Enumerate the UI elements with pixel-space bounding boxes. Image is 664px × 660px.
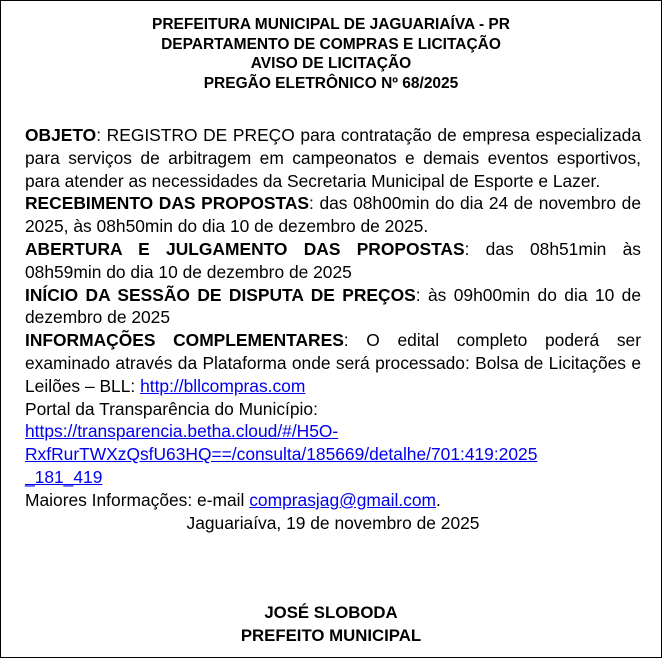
portal-link-line-2[interactable]: RxfRurTWXzQsfU63HQ==/consulta/185669/detalhe/701:419:2025 [25, 444, 538, 465]
recebimento-paragraph [25, 192, 641, 238]
recebimento-text: : das 08h00min do dia 24 de novembro de 2025, às 08h50min do dia 10 de dezembro de 2025. [25, 193, 641, 237]
informacoes-paragraph [25, 329, 641, 397]
informacoes-text: : O edital completo poderá ser examinado através da Plataforma onde será processado: Bolsa de Licitações e Leilões – BLL: [25, 330, 641, 396]
portal-link-line-3[interactable]: _181_419 [25, 466, 103, 487]
informacoes-label: INFORMAÇÕES COMPLEMENTARES [25, 330, 344, 351]
inicio-label: INÍCIO DA SESSÃO DE DISPUTA DE PREÇOS [25, 284, 416, 305]
abertura-label: ABERTURA E JULGAMENTO DAS PROPOSTAS [25, 238, 465, 259]
portal-link-line-1[interactable]: https://transparencia.betha.cloud/#/H5O- [25, 421, 339, 442]
header-departamento: DEPARTAMENTO DE COMPRAS E LICITAÇÃO [161, 35, 501, 53]
inicio-paragraph [25, 284, 641, 330]
objeto-label: OBJETO [25, 125, 97, 145]
header-pregao: PREGÃO ELETRÔNICO Nº 68/2025 [203, 74, 459, 92]
signature-name: JOSÉ SLOBODA [264, 603, 398, 622]
abertura-paragraph [25, 238, 641, 284]
abertura-text: : das 08h51min às 08h59min do dia 10 de dezembro de 2025 [25, 238, 641, 282]
email-link[interactable]: comprasjag@gmail.com [249, 489, 437, 510]
signature-block [1, 602, 661, 647]
portal-label: Portal da Transparência do Município: [25, 398, 318, 419]
signature-title: PREFEITO MUNICIPAL [240, 625, 422, 645]
inicio-text: : às 09h00min do dia 10 de dezembro de 2025 [25, 284, 641, 328]
objeto-text: : REGISTRO DE PREÇO para contratação de empresa especializada para serviços de arbitragem em campeonatos e demais eventos esportivos, para atender as necessidades da Secretaria Municipal de Esporte e Lazer. [25, 125, 641, 191]
header-aviso: AVISO DE LICITAÇÃO [250, 55, 412, 72]
bll-link[interactable]: http://bllcompras.com [140, 375, 306, 396]
notice-header [1, 15, 661, 93]
notice-body [25, 124, 641, 534]
header-prefeitura: PREFEITURA MUNICIPAL DE JAGUARIAÍVA - PR [152, 16, 510, 33]
local-data: Jaguariaíva, 19 de novembro de 2025 [186, 512, 480, 533]
contato-end: . [436, 489, 441, 510]
objeto-paragraph [25, 124, 641, 192]
contato-line [25, 489, 641, 512]
recebimento-label: RECEBIMENTO DAS PROPOSTAS [25, 193, 310, 214]
contato-text: Maiores Informações: e-mail [25, 489, 250, 510]
